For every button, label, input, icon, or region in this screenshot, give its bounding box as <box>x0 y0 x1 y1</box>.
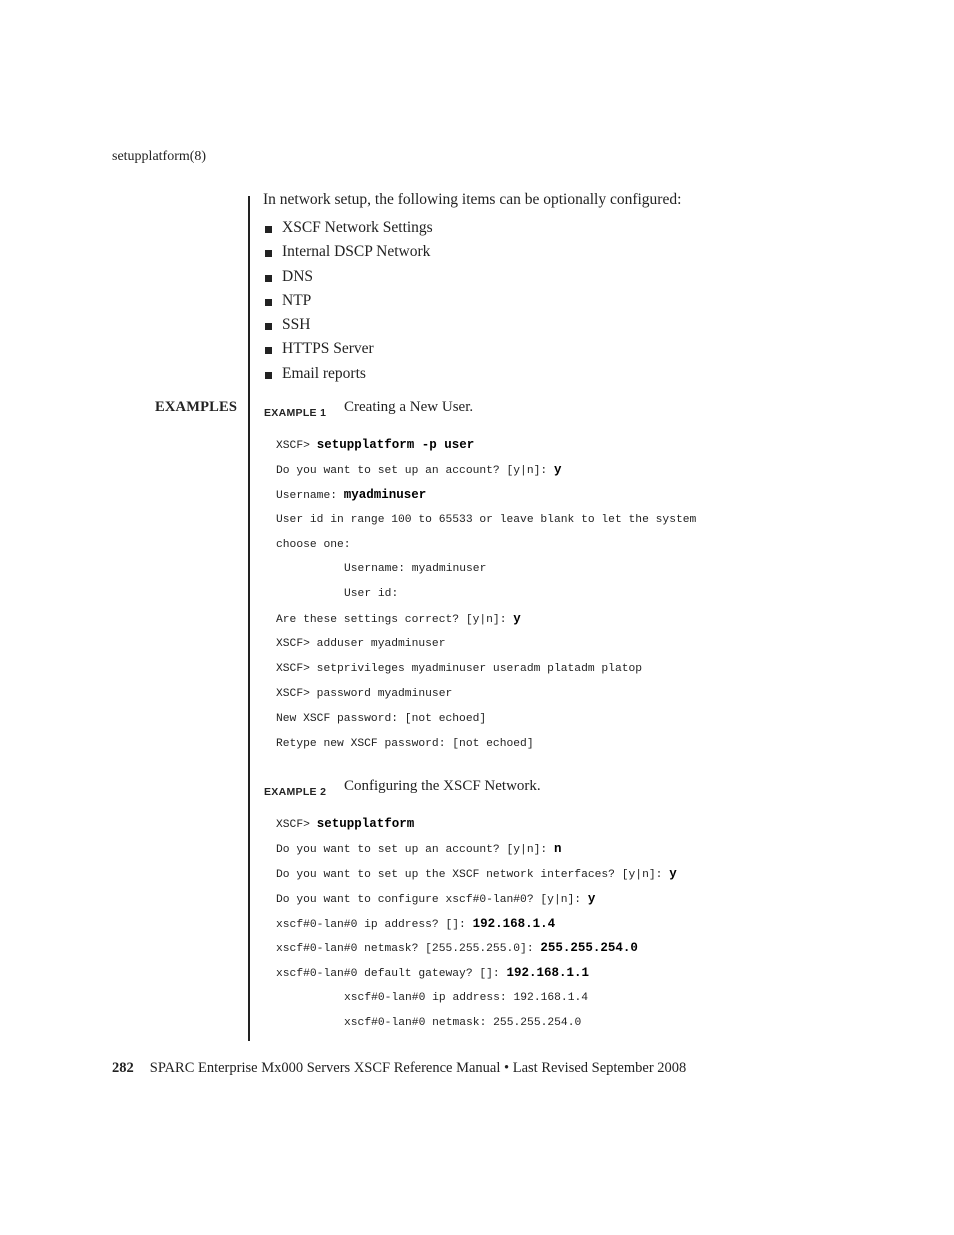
section-heading-examples: EXAMPLES <box>155 399 238 415</box>
user-input: 192.168.1.1 <box>506 966 590 981</box>
code-line: Do you want to set up an account? [y|n]: y <box>276 462 562 477</box>
list-item: SSH <box>264 315 433 339</box>
user-input: 255.255.254.0 <box>540 941 638 956</box>
code-line: New XSCF password: [not echoed] <box>276 712 487 725</box>
footer-text: SPARC Enterprise Mx000 Servers XSCF Reference Manual • Last Revised September 2008 <box>149 1060 687 1076</box>
example-1-code-block <box>276 436 696 760</box>
list-item: Internal DSCP Network <box>264 242 433 266</box>
margin-rule <box>248 196 250 1041</box>
code-line: User id: <box>344 588 399 601</box>
bullet-square-icon <box>265 275 272 282</box>
list-item: HTTPS Server <box>264 339 433 363</box>
code-line: XSCF> setupplatform <box>276 817 415 831</box>
user-input: setupplatform <box>316 817 415 831</box>
running-header: setupplatform(8) <box>112 149 207 164</box>
example-2-title: Configuring the XSCF Network. <box>344 778 541 794</box>
code-line: Do you want to configure xscf#0-lan#0? [y|n]: y <box>276 891 596 906</box>
code-line: User id in range 100 to 65533 or leave blank to let the system <box>276 513 697 526</box>
user-input: myadminuser <box>343 487 427 502</box>
user-input: y <box>587 891 596 906</box>
code-line: Do you want to set up an account? [y|n]: n <box>276 841 562 856</box>
user-input: y <box>553 462 562 477</box>
user-input: y <box>513 612 521 627</box>
code-line: choose one: <box>276 538 351 551</box>
code-line: xscf#0-lan#0 netmask? [255.255.255.0]: 255.255.254.0 <box>276 941 638 956</box>
code-line: XSCF> password myadminuser <box>276 687 453 700</box>
page-footer <box>112 1060 686 1077</box>
code-line: XSCF> setprivileges myadminuser useradm platadm platop <box>276 663 643 676</box>
page-number: 282 <box>112 1060 134 1076</box>
list-item: DNS <box>264 267 433 291</box>
list-item: Email reports <box>264 364 433 388</box>
code-line: xscf#0-lan#0 netmask: 255.255.254.0 <box>344 1017 582 1030</box>
config-items-list <box>264 218 433 388</box>
user-input: n <box>553 841 562 856</box>
user-input: setupplatform -p user <box>316 438 475 452</box>
list-item: NTP <box>264 291 433 315</box>
example-2-code-block <box>276 815 677 1039</box>
bullet-square-icon <box>265 299 272 306</box>
example-2-label: EXAMPLE 2 <box>264 786 327 798</box>
code-line: xscf#0-lan#0 default gateway? []: 192.168.1.1 <box>276 966 590 981</box>
code-line: xscf#0-lan#0 ip address? []: 192.168.1.4 <box>276 916 556 931</box>
code-line: XSCF> adduser myadminuser <box>276 638 446 651</box>
example-1-title: Creating a New User. <box>344 399 474 415</box>
code-line: Username: myadminuser <box>276 487 427 502</box>
code-line: Retype new XSCF password: [not echoed] <box>276 737 534 750</box>
user-input: 192.168.1.4 <box>472 916 556 931</box>
bullet-square-icon <box>265 250 272 257</box>
code-line: xscf#0-lan#0 ip address: 192.168.1.4 <box>344 992 589 1005</box>
bullet-square-icon <box>265 226 272 233</box>
list-item: XSCF Network Settings <box>264 218 433 242</box>
bullet-square-icon <box>265 372 272 379</box>
user-input: y <box>669 866 677 881</box>
code-line: Username: myadminuser <box>344 563 487 576</box>
code-line: Are these settings correct? [y|n]: y <box>276 612 521 627</box>
bullet-square-icon <box>265 323 272 330</box>
bullet-square-icon <box>265 347 272 354</box>
example-1-label: EXAMPLE 1 <box>264 407 327 419</box>
code-line: XSCF> setupplatform -p user <box>276 438 475 452</box>
code-line: Do you want to set up the XSCF network interfaces? [y|n]: y <box>276 866 677 881</box>
intro-paragraph: In network setup, the following items can be optionally configured: <box>263 191 682 208</box>
